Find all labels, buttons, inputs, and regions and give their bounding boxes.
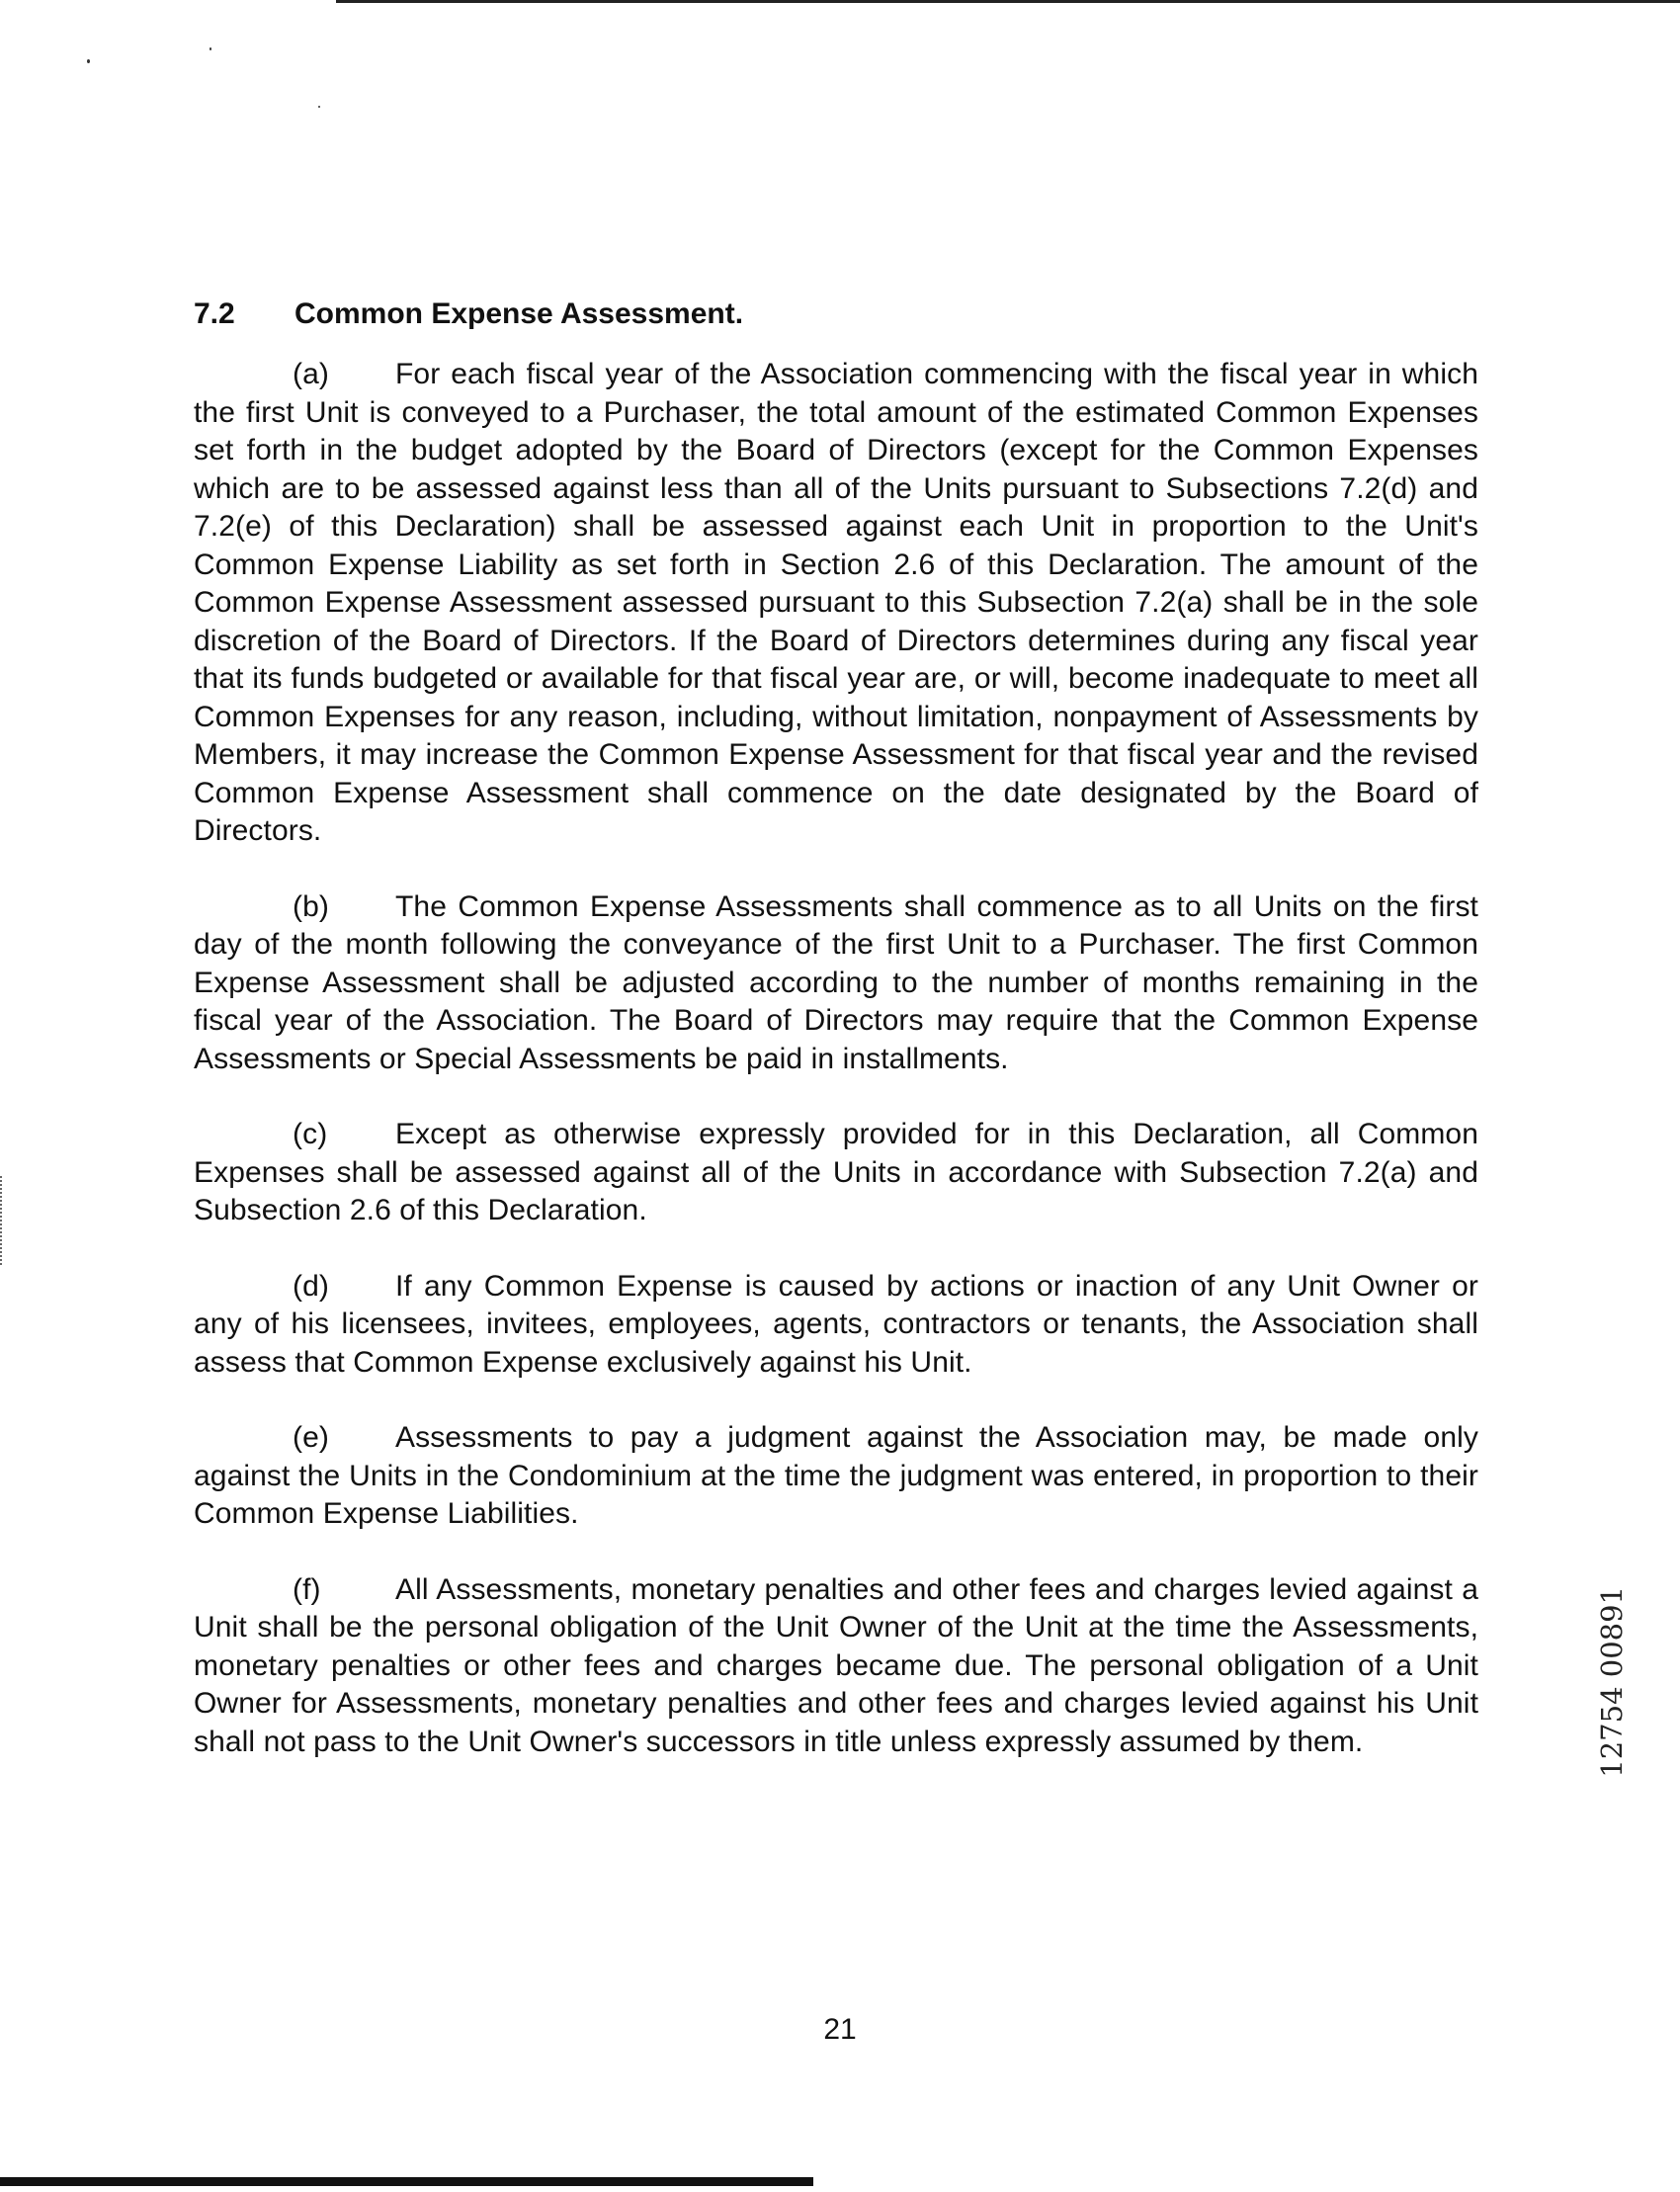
top-scan-edge (336, 0, 1680, 3)
left-scan-edge (0, 1176, 4, 1265)
bottom-scan-edge (0, 2177, 813, 2186)
paragraph-f (194, 1571, 1478, 1762)
section-heading (194, 293, 1478, 336)
paragraph-label: (f) (293, 1572, 321, 1606)
section-title: Common Expense Assessment. (294, 297, 744, 330)
paragraph-d (194, 1268, 1478, 1383)
paragraph-label: (c) (293, 1118, 328, 1150)
paragraph-label: (d) (293, 1269, 329, 1303)
paragraph-text: Assessments to pay a judgment against the Association may, be made only against the Units in the Condominium at the time the judgment was entered, in proportion to their Common Expense Liabilities. (194, 1421, 1478, 1530)
paragraph-b (194, 888, 1478, 1079)
scan-speck (210, 47, 211, 50)
paragraph-a (194, 356, 1478, 851)
paragraph-text: All Assessments, monetary penalties and other fees and charges levied against a Unit shall be the personal obligation of the Unit Owner of the Unit at the time the Assessments, monetary penalties or other fees and charges became due. The personal obligation of a Unit Owner for Assessments, monetary penalties and other fees and charges levied against his Unit shall not pass to the Unit Owner's successors in title unless expressly assumed by them. (194, 1572, 1478, 1758)
paragraph-text: The Common Expense Assessments shall commence as to all Units on the first day of the month following the conveyance of the first Unit to a Purchaser. The first Common Expense Assessment shall be adjusted according to the number of months remaining in the fiscal year of the Association. The Board of Directors may require that the Common Expense Assessments or Special Assessments be paid in installments. (194, 889, 1478, 1075)
paragraph-label: (e) (293, 1421, 329, 1454)
recording-stamp: 12754 00891 (1595, 1586, 1629, 1778)
paragraph-text: For each fiscal year of the Association commencing with the fiscal year in which the first Unit is conveyed to a Purchaser, the total amount of the estimated Common Expenses set forth in the budget adopted by the Board of Directors (except for the Common Expenses which are to be assessed against less than all of the Units pursuant to Subsections 7.2(d) and 7.2(e) of this Declaration) shall be assessed against each Unit in proportion to the Unit's Common Expense Liability as set forth in Section 2.6 of this Declaration. The amount of the Common Expense Assessment assessed pursuant to this Subsection 7.2(a) shall be in the sole discretion of the Board of Directors. If the Board of Directors determines during any fiscal year that its funds budgeted or available for that fiscal year are, or will, become inadequate to meet all Common Expenses for any reason, including, without limitation, nonpayment of Assessments by Members, it may increase the Common Expense Assessment for that fiscal year and the revised Common Expense Assessment shall commence on the date designated by the Board of Directors. (194, 358, 1478, 847)
paragraph-text: If any Common Expense is caused by actions or inaction of any Unit Owner or any of his licensees, invitees, employees, agents, contractors or tenants, the Association shall assess that Common Expense exclusively against his Unit. (194, 1269, 1478, 1379)
scan-speck (87, 59, 90, 63)
section-number: 7.2 (194, 297, 235, 330)
paragraph-label: (b) (293, 889, 329, 923)
paragraph-e (194, 1419, 1478, 1534)
document-body (194, 293, 1478, 1799)
paragraph-text: Except as otherwise expressly provided for in this Declaration, all Common Expenses shall be assessed against all of the Units in accordance with Subsection 7.2(a) and Subsection 2.6 of this Declaration. (194, 1118, 1478, 1226)
paragraph-c (194, 1116, 1478, 1230)
scan-speck (318, 106, 320, 108)
paragraph-label: (a) (293, 358, 329, 390)
page-number: 21 (823, 2013, 857, 2046)
